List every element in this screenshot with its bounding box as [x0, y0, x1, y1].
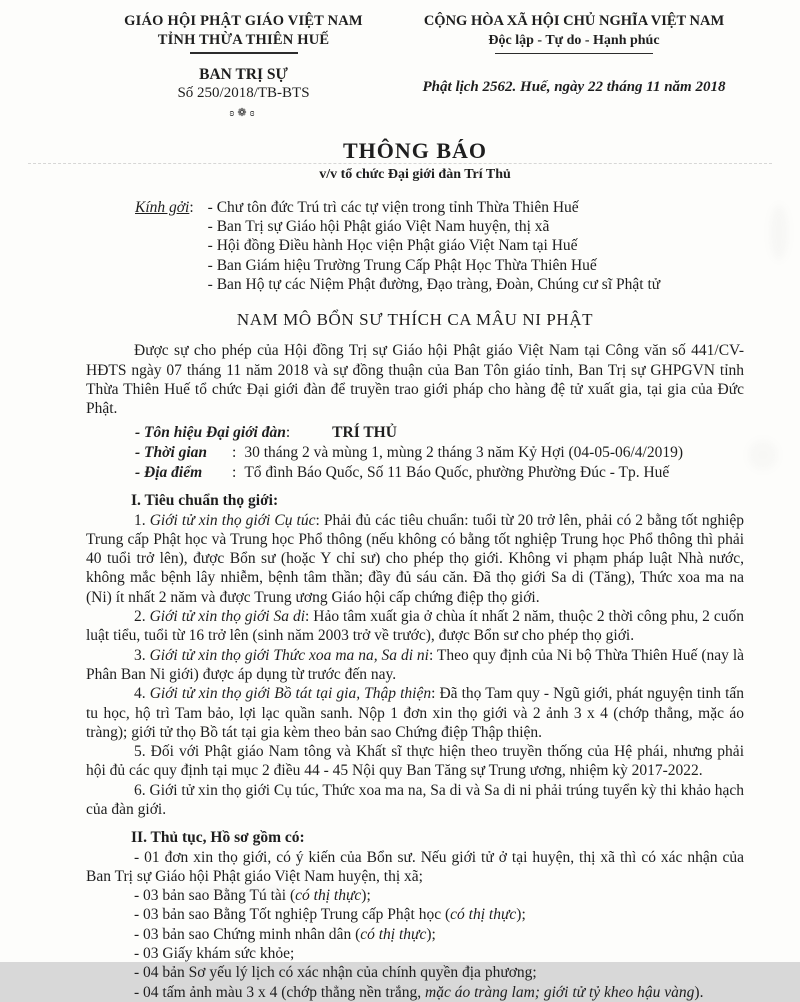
buddhist-invocation: NAM MÔ BỔN SƯ THÍCH CA MÂU NI PHẬT: [236, 310, 594, 330]
issuing-org-block: [86, 12, 401, 123]
section-1-item: 6. Giới tử xin thọ giới Cụ túc, Thức xoa ma na, Sa di và Sa di ni phải trúng tuyển kỳ thi khảo hạch của đàn giới.: [86, 781, 744, 818]
section-2-heading: II. Thủ tục, Hồ sơ gồm có:: [131, 829, 305, 847]
detail-separator: :: [285, 424, 291, 442]
scan-artifact-smudge: [180, 885, 300, 897]
section-1-item: 4. Giới tử xin thọ giới Bồ tát tại gia, Thập thiện: Đã thọ Tam quy - Ngũ giới, phát nguyện tinh tấn tu học, hộ trì Tam bảo, lợi lạc quần sanh. Nộp 1 đơn xin thọ giới và 2 ảnh 3 x 4 (chớp thẳng, mặc áo tràng); giới tử thọ Bồ tát tại gia kèm theo bản sao Chứng điệp Thập thiện.: [86, 685, 744, 741]
section-2-item: - 01 đơn xin thọ giới, có ý kiến của Bổn sư. Nếu giới tử ở tại huyện, thị xã thì có xác nhận của Ban Trị sự Giáo hội Phật giáo Việt Nam huyện, thị xã;: [86, 848, 744, 885]
document-header: [86, 12, 744, 123]
recipients-label: Kính gởi:: [135, 198, 194, 216]
scan-artifact-smudge: [748, 440, 778, 470]
detail-separator: :: [232, 463, 237, 481]
recipient-item: - Chư tôn đức Trú trì các tự viện trong tỉnh Thừa Thiên Huế: [207, 198, 579, 216]
section-2-item: - 04 tấm ảnh màu 3 x 4 (chớp thẳng nền trắng, mặc áo tràng lam; giới tử tỷ kheo hậu vàng).: [134, 983, 704, 1001]
recipients-list: [208, 198, 660, 294]
intro-paragraph: Được sự cho phép của Hội đồng Trị sự Giáo hội Phật giáo Việt Nam tại Công văn số 441/CV-HĐTS ngày 07 tháng 11 năm 2018 và sự đồng thuận của Ban Tôn giáo tỉnh, Ban Trị sự GHPGVN tỉnh Thừa Thiên Huế tổ chức Đại giới đàn để truyền trao giới pháp cho hàng đệ tử xuất gia, tại gia của Đức Phật.: [86, 342, 744, 418]
section-2-item: - 03 bản sao Bằng Tú tài (có thị thực);: [134, 887, 371, 905]
detail-label: - Địa điểm: [135, 463, 203, 481]
section-1-heading: I. Tiêu chuẩn thọ giới:: [131, 492, 279, 510]
detail-row-thoi-gian: [135, 443, 744, 463]
org-province: TỈNH THỪA THIÊN HUẾ: [157, 31, 330, 48]
section-2-item: - 04 bản Sơ yếu lý lịch có xác nhận của chính quyền địa phương;: [134, 964, 537, 982]
flourish-ornament-icon: ʚ❁ɞ: [229, 106, 258, 119]
section-1-item: 3. Giới tử xin thọ giới Thức xoa ma na, Sa di ni: Theo quy định của Ni bộ Thừa Thiên Huế (nay là Phân Ban Ni giới) được áp dụng từ trước đến nay.: [86, 646, 745, 683]
document-title: THÔNG BÁO: [342, 137, 488, 163]
date-line: Phật lịch 2562. Huế, ngày 22 tháng 11 năm 2018: [422, 79, 726, 95]
detail-separator: :: [232, 444, 237, 462]
recipients-block: [135, 198, 744, 294]
motto-underline: [495, 53, 653, 55]
recipient-item: - Ban Giám hiệu Trường Trung Cấp Phật Học Thừa Thiên Huế: [207, 256, 597, 274]
detail-value: Tổ đình Báo Quốc, Số 11 Báo Quốc, phường Phường Đúc - Tp. Huế: [244, 463, 670, 481]
document-number: Số 250/2018/TB-BTS: [177, 84, 310, 101]
section-2-item: - 03 bản sao Chứng minh nhân dân (có thị thực);: [134, 925, 436, 943]
recipient-item: - Ban Hộ tự các Niệm Phật đường, Đạo tràng, Đoàn, Chúng cư sĩ Phật tử: [207, 275, 661, 293]
section-1-item: 1. Giới tử xin thọ giới Cụ túc: Phải đủ các tiêu chuẩn: tuổi từ 20 trở lên, phải có 2 bằng tốt nghiệp Trung cấp Phật học và Trung học Phổ thông (nếu không có bằng tốt nghiệp Trung học Phổ thông thì phải 40 tuổi trở lên), được Bổn sư (hoặc Y chỉ sư) cho phép thọ giới. Không vi phạm pháp luật Nhà nước, không mắc bệnh lây nhiễm, bệnh tâm thần; đầy đủ sáu căn. Đã thọ giới Sa di (Tăng), Thức xoa ma na (Ni) ít nhất 2 năm và được Trung ương Giáo hội cấp chứng điệp thọ giới.: [86, 511, 745, 606]
detail-label: - Thời gian: [135, 444, 208, 462]
org-department: BAN TRỊ SỰ: [199, 65, 288, 83]
org-underline: [190, 52, 298, 54]
document-subtitle: v/v tổ chức Đại giới đàn Trí Thủ: [319, 166, 511, 182]
event-details: [135, 423, 744, 482]
section-1-item: 5. Đối với Phật giáo Nam tông và Khất sĩ thực hiện theo truyền thống của Hệ phái, nhưng phải hội đủ các quy định tại mục 2 điều 44 - 45 Nội quy Ban Tăng sự Trung ương, nhiệm kỳ 2017-2022.: [86, 743, 744, 780]
recipient-item: - Hội đồng Điều hành Học viện Phật giáo Việt Nam tại Huế: [207, 237, 578, 255]
national-header-block: [404, 12, 744, 97]
scan-artifact-smudge: [770, 205, 788, 260]
scan-artifact-line: [28, 163, 772, 164]
detail-label: - Tôn hiệu Đại giới đàn: [135, 424, 286, 442]
detail-value: TRÍ THỦ: [332, 424, 397, 442]
recipient-item: - Ban Trị sự Giáo hội Phật giáo Việt Nam huyện, thị xã: [207, 218, 550, 236]
section-1-item: 2. Giới tử xin thọ giới Sa di: Hảo tâm xuất gia ở chùa ít nhất 2 năm, thuộc 2 thời công phu, 2 cuốn luật tiểu, tuổi từ 16 trở lên (sinh năm 2003 trở về trước), được Bổn sư cho phép thọ giới.: [86, 608, 744, 645]
section-2-item: - 03 Giấy khám sức khỏe;: [134, 945, 295, 963]
national-title: CỘNG HÒA XÃ HỘI CHỦ NGHĨA VIỆT NAM: [423, 13, 725, 29]
detail-row-ton-hieu: [135, 423, 744, 443]
section-2-item: - 03 bản sao Bằng Tốt nghiệp Trung cấp Phật học (có thị thực);: [134, 906, 526, 924]
national-motto: Độc lập - Tự do - Hạnh phúc: [488, 32, 660, 48]
org-name: GIÁO HỘI PHẬT GIÁO VIỆT NAM: [124, 13, 363, 29]
detail-value: 30 tháng 2 và mùng 1, mùng 2 tháng 3 năm Kỷ Hợi (04-05-06/4/2019): [244, 444, 684, 462]
detail-row-dia-diem: [135, 463, 744, 483]
